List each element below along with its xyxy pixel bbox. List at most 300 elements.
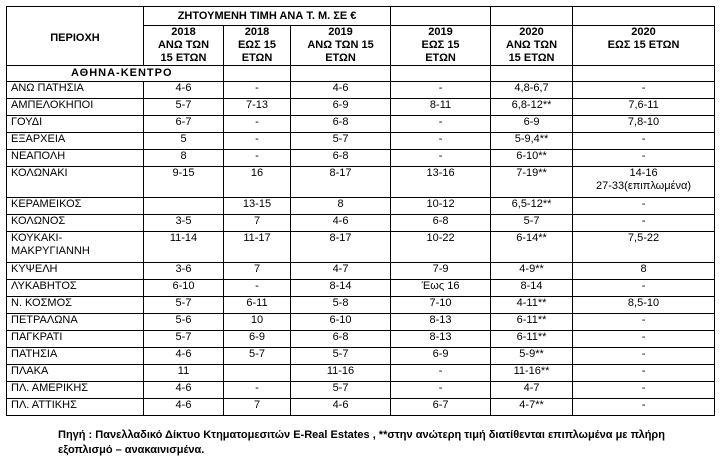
price-value: - bbox=[641, 198, 646, 210]
column-header-desc1: ΕΩΣ 15 ΕΤΩΝ bbox=[607, 39, 680, 51]
price-value: 9-15 bbox=[172, 167, 195, 179]
region-name: ΠΑΓΚΡΑΤΙ bbox=[11, 331, 63, 343]
price-cell bbox=[491, 263, 573, 280]
region-cell bbox=[7, 133, 144, 150]
price-cell bbox=[491, 215, 573, 232]
price-cell bbox=[491, 133, 573, 150]
column-header-desc2: ΕΤΩΝ bbox=[241, 52, 273, 64]
price-cell bbox=[224, 99, 291, 116]
region-cell bbox=[7, 314, 144, 331]
price-value: 3-5 bbox=[175, 215, 192, 227]
region-name: ΛΥΚΑΒΗΤΟΣ bbox=[11, 280, 77, 292]
region-cell bbox=[7, 99, 144, 116]
price-value: 6-9 bbox=[432, 348, 449, 360]
price-cell bbox=[224, 348, 291, 365]
section-row bbox=[7, 66, 715, 82]
price-value: - bbox=[255, 116, 259, 128]
column-header-desc1: ΑΝΩ ΤΩΝ bbox=[506, 39, 558, 51]
price-value: 4-6 bbox=[332, 399, 349, 411]
table-row bbox=[7, 150, 715, 167]
price-cell bbox=[291, 167, 391, 198]
price-cell bbox=[573, 365, 715, 382]
price-value: 7-19** bbox=[516, 167, 547, 179]
price-value: 13-15 bbox=[242, 198, 272, 210]
price-table bbox=[6, 6, 715, 416]
price-value: 5-7 bbox=[175, 331, 192, 343]
price-value: 8-17 bbox=[329, 167, 352, 179]
region-cell bbox=[7, 348, 144, 365]
price-cell bbox=[224, 280, 291, 297]
price-cell bbox=[391, 232, 491, 263]
price-value: 13-16 bbox=[426, 167, 455, 179]
price-cell bbox=[573, 150, 715, 167]
price-value: 7 bbox=[253, 399, 261, 411]
price-cell bbox=[291, 331, 391, 348]
region-cell bbox=[7, 365, 144, 382]
price-value: - bbox=[641, 150, 646, 162]
price-cell bbox=[391, 116, 491, 133]
price-cell bbox=[291, 133, 391, 150]
price-cell bbox=[144, 232, 224, 263]
table-row bbox=[7, 297, 715, 314]
price-cell bbox=[491, 150, 573, 167]
price-value: 6-7 bbox=[175, 116, 192, 128]
price-cell bbox=[144, 297, 224, 314]
price-cell bbox=[391, 99, 491, 116]
price-cell bbox=[391, 167, 491, 198]
price-value: 4-7** bbox=[519, 399, 544, 411]
price-value: 5-7 bbox=[523, 215, 540, 227]
region-name: ΚΥΨΕΛΗ bbox=[11, 263, 58, 275]
price-value: - bbox=[641, 280, 646, 292]
price-cell bbox=[391, 365, 491, 382]
price-cell bbox=[573, 399, 715, 416]
price-value: 7-13 bbox=[245, 99, 269, 111]
price-cell bbox=[224, 116, 291, 133]
price-cell bbox=[144, 150, 224, 167]
price-value: 5 bbox=[180, 133, 187, 145]
price-cell bbox=[491, 399, 573, 416]
region-cell bbox=[7, 167, 144, 198]
column-header-desc1: ΑΝΩ ΤΩΝ bbox=[157, 39, 210, 51]
price-cell bbox=[573, 99, 715, 116]
price-cell bbox=[224, 314, 291, 331]
region-cell bbox=[7, 116, 144, 133]
column-header-desc1: ΑΝΩ ΤΩΝ 15 bbox=[307, 39, 374, 51]
section-blank-cell bbox=[391, 66, 491, 82]
price-value: 4-6 bbox=[175, 82, 192, 94]
price-cell bbox=[391, 314, 491, 331]
region-cell bbox=[7, 331, 144, 348]
price-cell bbox=[144, 365, 224, 382]
price-cell bbox=[291, 232, 391, 263]
price-value: - bbox=[641, 314, 646, 326]
table-row bbox=[7, 280, 715, 297]
region-name: ΝΕΑΠΟΛΗ bbox=[11, 150, 66, 162]
table-body bbox=[7, 7, 715, 416]
price-value: - bbox=[641, 382, 646, 394]
price-value: 7 bbox=[253, 215, 261, 227]
column-header-4 bbox=[491, 26, 573, 66]
region-name: ΠΛΑΚΑ bbox=[11, 365, 49, 377]
column-header-1 bbox=[224, 26, 291, 66]
price-value: 5-7 bbox=[175, 99, 192, 111]
price-cell bbox=[491, 198, 573, 215]
price-cell bbox=[491, 82, 573, 99]
price-cell bbox=[224, 232, 291, 263]
price-cell bbox=[391, 348, 491, 365]
price-value: - bbox=[641, 399, 646, 411]
column-header-5 bbox=[573, 26, 715, 66]
price-cell bbox=[573, 348, 715, 365]
price-value: - bbox=[255, 82, 259, 94]
price-value: 8-13 bbox=[429, 331, 452, 343]
price-value: 16 bbox=[250, 167, 264, 179]
price-value: 4-6 bbox=[175, 348, 192, 360]
price-cell bbox=[291, 382, 391, 399]
table-row bbox=[7, 365, 715, 382]
price-value: 8-14 bbox=[520, 280, 543, 292]
price-value: - bbox=[641, 365, 646, 377]
price-value: - bbox=[255, 133, 259, 145]
price-value: 6-9 bbox=[332, 99, 349, 111]
region-cell bbox=[7, 198, 144, 215]
price-value: 10-12 bbox=[426, 198, 455, 210]
price-value: - bbox=[641, 82, 646, 94]
price-cell bbox=[391, 280, 491, 297]
price-cell bbox=[573, 331, 715, 348]
table-row bbox=[7, 82, 715, 99]
price-cell bbox=[224, 331, 291, 348]
price-cell bbox=[224, 133, 291, 150]
price-cell bbox=[291, 116, 391, 133]
price-value: 8 bbox=[337, 198, 344, 210]
price-value: - bbox=[438, 82, 443, 94]
price-value: 5-7 bbox=[249, 348, 265, 360]
table-row bbox=[7, 198, 715, 215]
column-header-desc1: ΕΩΣ 15 bbox=[421, 39, 460, 51]
price-value: 5-7 bbox=[332, 382, 349, 394]
price-cell bbox=[573, 116, 715, 133]
price-value: 5-6 bbox=[175, 314, 192, 326]
price-value: - bbox=[641, 215, 646, 227]
price-value: 11-14 bbox=[169, 232, 198, 244]
price-cell bbox=[491, 280, 573, 297]
price-cell bbox=[291, 215, 391, 232]
price-value: - bbox=[255, 382, 259, 394]
price-cell bbox=[391, 133, 491, 150]
section-blank-cell bbox=[291, 66, 391, 82]
column-header-desc2: ΕΤΩΝ bbox=[325, 52, 356, 64]
column-header-year: 2019 bbox=[328, 26, 353, 38]
price-cell bbox=[224, 382, 291, 399]
price-value: - bbox=[641, 331, 646, 343]
price-value: - bbox=[438, 116, 443, 128]
price-cell bbox=[144, 399, 224, 416]
price-cell bbox=[291, 82, 391, 99]
price-value: 6-8 bbox=[332, 150, 349, 162]
price-cell bbox=[291, 263, 391, 280]
price-cell bbox=[224, 198, 291, 215]
region-name: ΑΝΩ ΠΑΤΗΣΙΑ bbox=[11, 82, 84, 94]
price-value: 6-11** bbox=[516, 314, 547, 326]
section-blank-cell bbox=[491, 66, 573, 82]
price-value: 5-7 bbox=[175, 297, 192, 309]
table-row bbox=[7, 99, 715, 116]
price-value: 7 bbox=[253, 263, 261, 275]
price-value: - bbox=[255, 150, 259, 162]
price-value: 5-8 bbox=[332, 297, 349, 309]
region-cell bbox=[7, 280, 144, 297]
header-blank-cell bbox=[573, 7, 715, 26]
region-cell bbox=[7, 150, 144, 167]
price-value: 3-6 bbox=[175, 263, 192, 275]
price-cell bbox=[224, 297, 291, 314]
price-cell bbox=[144, 382, 224, 399]
section-blank-cell bbox=[224, 66, 291, 82]
region-name: ΠΑΤΗΣΙΑ bbox=[11, 348, 58, 360]
price-cell bbox=[291, 280, 391, 297]
price-value: 4-7 bbox=[523, 382, 540, 394]
price-cell bbox=[391, 399, 491, 416]
price-cell bbox=[391, 382, 491, 399]
price-value: 7-9 bbox=[432, 263, 449, 275]
price-value: 7,6-11 bbox=[628, 99, 659, 111]
column-header-0 bbox=[144, 26, 224, 66]
column-header-3 bbox=[391, 26, 491, 66]
price-cell bbox=[573, 232, 715, 263]
price-cell bbox=[144, 82, 224, 99]
table-row bbox=[7, 232, 715, 263]
price-cell bbox=[144, 133, 224, 150]
region-name: ΕΞΑΡΧΕΙΑ bbox=[11, 133, 66, 145]
region-cell bbox=[7, 399, 144, 416]
price-value: 6-14** bbox=[516, 232, 547, 244]
region-name: ΚΟΛΩΝΟΣ bbox=[11, 215, 66, 227]
table-row bbox=[7, 382, 715, 399]
price-cell bbox=[224, 399, 291, 416]
price-value: 4-11** bbox=[516, 297, 547, 309]
region-name: ΑΜΠΕΛΟΚΗΠΟΙ bbox=[11, 99, 94, 111]
price-cell bbox=[224, 82, 291, 99]
table-row bbox=[7, 314, 715, 331]
price-cell bbox=[391, 198, 491, 215]
price-cell bbox=[224, 215, 291, 232]
price-cell bbox=[144, 116, 224, 133]
price-value: 6-10** bbox=[516, 150, 547, 162]
price-value: 4,8-6,7 bbox=[514, 82, 549, 94]
price-value: - bbox=[438, 382, 443, 394]
price-value: 10 bbox=[250, 314, 264, 326]
price-cell bbox=[224, 150, 291, 167]
price-cell bbox=[291, 297, 391, 314]
price-cell bbox=[491, 382, 573, 399]
price-cell bbox=[491, 99, 573, 116]
price-value: Έως 16 bbox=[421, 280, 460, 292]
column-header-year: 2018 bbox=[171, 26, 196, 38]
price-cell bbox=[291, 365, 391, 382]
price-value: 11-17 bbox=[243, 232, 271, 244]
header-row-1 bbox=[7, 7, 715, 26]
price-cell bbox=[144, 263, 224, 280]
region-name: ΓΟΥΔΙ bbox=[11, 116, 43, 128]
price-cell bbox=[573, 263, 715, 280]
column-header-desc1: ΕΩΣ 15 bbox=[237, 39, 277, 51]
price-value: - bbox=[255, 280, 259, 292]
price-value: 14-16 bbox=[629, 167, 658, 179]
region-cell bbox=[7, 82, 144, 99]
price-cell bbox=[391, 82, 491, 99]
price-cell bbox=[491, 116, 573, 133]
price-value: 6-7 bbox=[432, 399, 449, 411]
price-cell bbox=[144, 331, 224, 348]
price-value: - bbox=[438, 365, 443, 377]
price-value: 7,5-22 bbox=[627, 232, 660, 244]
table-row bbox=[7, 116, 715, 133]
section-blank-cell bbox=[573, 66, 715, 82]
region-cell bbox=[7, 297, 144, 314]
table-row bbox=[7, 399, 715, 416]
price-cell bbox=[573, 280, 715, 297]
price-value: - bbox=[438, 133, 443, 145]
price-value: 11-16 bbox=[326, 365, 355, 377]
column-header-2 bbox=[291, 26, 391, 66]
price-value: 6,8-12** bbox=[511, 99, 552, 111]
price-cell bbox=[391, 297, 491, 314]
price-cell bbox=[491, 167, 573, 198]
price-value: 5-9** bbox=[519, 348, 544, 360]
region-cell bbox=[7, 263, 144, 280]
price-cell bbox=[144, 215, 224, 232]
price-cell bbox=[144, 348, 224, 365]
price-cell bbox=[573, 198, 715, 215]
region-cell bbox=[7, 382, 144, 399]
price-cell bbox=[224, 167, 291, 198]
price-cell bbox=[391, 150, 491, 167]
price-value: 6,5-12** bbox=[511, 198, 552, 210]
price-cell bbox=[491, 314, 573, 331]
price-value: 4-9** bbox=[519, 263, 544, 275]
column-header-year: 2020 bbox=[631, 26, 656, 38]
price-cell bbox=[491, 331, 573, 348]
table-row bbox=[7, 133, 715, 150]
column-header-year: 2018 bbox=[244, 26, 270, 38]
price-cell bbox=[573, 167, 715, 198]
price-value: 4-6 bbox=[332, 82, 349, 94]
price-cell bbox=[391, 263, 491, 280]
price-cell bbox=[573, 82, 715, 99]
price-value: 4-6 bbox=[332, 215, 349, 227]
price-value: 8-11 bbox=[429, 99, 452, 111]
price-value: 6-10 bbox=[172, 280, 195, 292]
price-value: 6-8 bbox=[332, 116, 349, 128]
price-cell bbox=[573, 314, 715, 331]
region-cell bbox=[7, 232, 144, 263]
region-name: ΚΕΡΑΜΕΙΚΟΣ bbox=[11, 198, 82, 210]
price-value: - bbox=[438, 150, 443, 162]
price-value: 6-9 bbox=[249, 331, 265, 343]
price-cell bbox=[291, 348, 391, 365]
price-value: 4-7 bbox=[332, 263, 349, 275]
price-value: 6-8 bbox=[432, 215, 449, 227]
price-cell bbox=[491, 365, 573, 382]
section-label: ΑΘΗΝΑ-ΚΕΝΤΡΟ bbox=[7, 66, 224, 82]
column-header-year: 2019 bbox=[428, 26, 453, 38]
price-value: 7-10 bbox=[429, 297, 452, 309]
price-value: 6-11 bbox=[246, 297, 268, 309]
table-row bbox=[7, 331, 715, 348]
price-value: 8 bbox=[640, 263, 647, 275]
price-value: 10-22 bbox=[426, 232, 455, 244]
price-value: 4-6 bbox=[175, 399, 192, 411]
price-value: 6-9 bbox=[523, 116, 540, 128]
price-value: 8-17 bbox=[329, 232, 352, 244]
price-cell bbox=[573, 215, 715, 232]
price-value: 6-10 bbox=[329, 314, 352, 326]
price-cell bbox=[291, 399, 391, 416]
price-value: 11 bbox=[177, 365, 190, 377]
price-cell bbox=[391, 331, 491, 348]
table-row bbox=[7, 348, 715, 365]
price-value: 6-8 bbox=[332, 331, 349, 343]
price-value: 5-9,4** bbox=[514, 133, 549, 145]
price-cell bbox=[144, 198, 224, 215]
price-value-extra: 27-33(επιπλωμένα) bbox=[596, 180, 692, 192]
region-name: Ν. ΚΟΣΜΟΣ bbox=[11, 297, 72, 309]
column-header-desc2: ΕΤΩΝ bbox=[425, 52, 456, 64]
price-value: 8-13 bbox=[429, 314, 452, 326]
price-value: 11-16** bbox=[513, 365, 550, 377]
price-value: 4-6 bbox=[175, 382, 192, 394]
header-blank-cell bbox=[391, 7, 491, 26]
price-cell bbox=[491, 348, 573, 365]
region-name: ΚΟΥΚΑΚΙ- bbox=[11, 232, 63, 244]
price-cell bbox=[291, 99, 391, 116]
region-cell bbox=[7, 215, 144, 232]
region-name: ΠΕΤΡΑΛΩΝΑ bbox=[11, 314, 78, 326]
region-column-header: ΠΕΡΙΟΧΗ bbox=[7, 7, 144, 66]
table-row bbox=[7, 167, 715, 198]
price-value: 8,5-10 bbox=[627, 297, 660, 309]
price-cell bbox=[144, 99, 224, 116]
price-cell bbox=[144, 280, 224, 297]
price-cell bbox=[291, 150, 391, 167]
table-row bbox=[7, 215, 715, 232]
source-note: Πηγή : Πανελλαδικό Δίκτυο Κτηματομεσιτών E-Real Estates , **στην ανώτερη τιμή διατίθενται επιπλωμένα με πλήρη εξοπλισμό – ανακαινισμένα. bbox=[58, 429, 665, 456]
price-cell bbox=[224, 365, 291, 382]
column-header-year: 2020 bbox=[519, 26, 544, 38]
price-cell bbox=[491, 297, 573, 314]
price-value: 5-7 bbox=[332, 348, 349, 360]
region-name: ΠΛ. ΑΜΕΡΙΚΗΣ bbox=[11, 382, 89, 394]
region-name: ΚΟΛΩΝΑΚΙ bbox=[11, 167, 68, 179]
price-cell bbox=[491, 232, 573, 263]
column-header-desc2: 15 ΕΤΩΝ bbox=[160, 52, 207, 64]
price-value: 6-11** bbox=[516, 331, 547, 343]
price-value: - bbox=[641, 133, 646, 145]
price-cell bbox=[573, 382, 715, 399]
price-cell bbox=[144, 314, 224, 331]
price-cell bbox=[573, 297, 715, 314]
price-cell bbox=[391, 215, 491, 232]
header-blank-cell bbox=[491, 7, 573, 26]
column-header-desc2: 15 ΕΤΩΝ bbox=[508, 52, 555, 64]
price-cell bbox=[144, 167, 224, 198]
price-cell bbox=[224, 263, 291, 280]
price-value: - bbox=[641, 348, 646, 360]
price-cell bbox=[573, 133, 715, 150]
price-value: 5-7 bbox=[332, 133, 349, 145]
